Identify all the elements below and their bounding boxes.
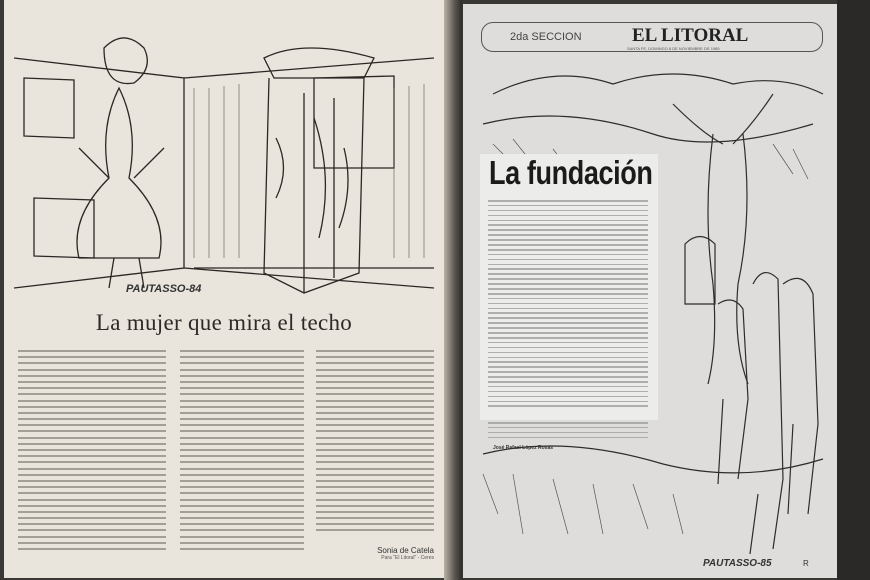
text-column-3 [316,350,434,536]
article-body-text [488,200,648,410]
illustration-signature: PAUTASSO-85 [703,558,772,569]
section-header [481,22,823,52]
date-line: SANTA FE, DOMINGO 8 DE NOVIEMBRE DE 1985 [627,46,720,51]
text-column-1 [18,350,166,554]
author-signature [334,546,434,561]
corner-mark: R [803,559,809,568]
article-title: La fundación [489,154,653,191]
background-edge [837,0,870,580]
text-column-2 [180,350,304,554]
section-label: 2da SECCION [510,31,582,43]
article-text-box [480,154,658,420]
author-name: Sonia de Catela [377,546,434,555]
left-magazine-page [4,0,444,578]
article-title: La mujer que mira el techo [95,310,353,335]
author-caption: José Rafael López Rosas [493,445,554,451]
right-newspaper-page [463,4,837,578]
newspaper-name: EL LITORAL [632,25,749,46]
page-gutter [444,0,462,580]
author-note: Para "El Litoral" - Ceres [381,555,434,561]
illustration-signature: PAUTASSO-84 [126,283,202,295]
article-footnote-text [488,422,648,442]
woman-and-column-illustration [14,18,434,303]
